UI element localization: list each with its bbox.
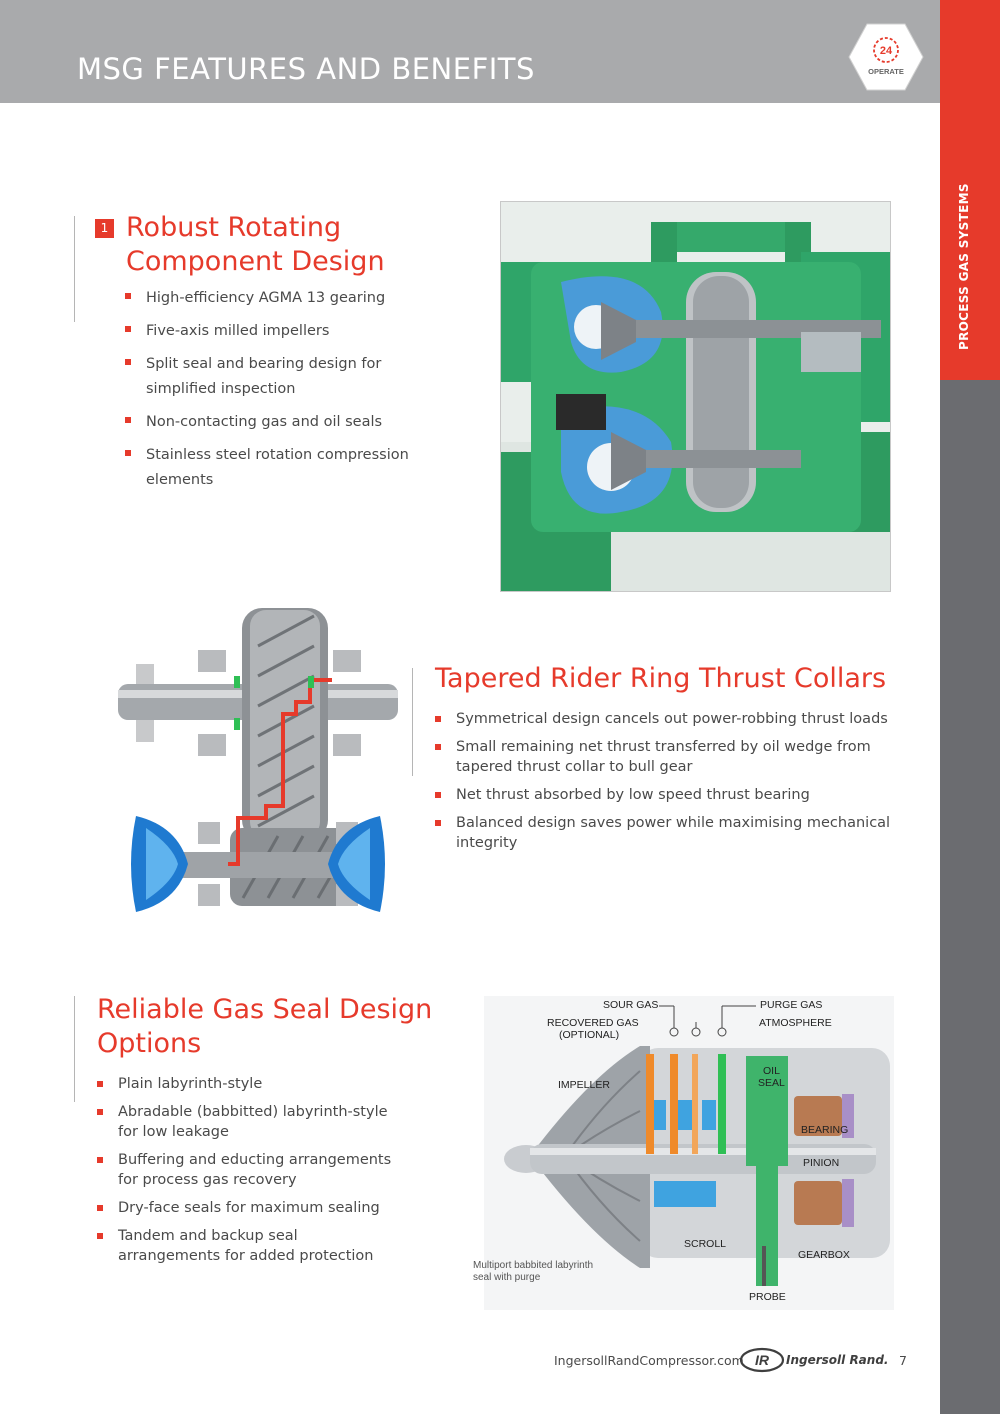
page-number: 7 [899,1353,907,1368]
section1-rule [74,216,75,322]
section3-heading-line1: Reliable Gas Seal Design [97,994,433,1025]
header-bar [0,0,940,103]
label-gearbox: GEARBOX [798,1249,850,1261]
compressor-cutaway-image [500,201,891,592]
section1-bullets [125,286,455,501]
diagram-caption [473,1260,593,1284]
label-optional: (OPTIONAL) [559,1029,620,1041]
label-scroll: SCROLL [684,1238,727,1250]
caption-line2: seal with purge [473,1272,541,1283]
section3-rule [74,996,75,1102]
operate-badge [848,22,924,92]
label-purge-gas: PURGE GAS [760,999,823,1011]
list-item: Five-axis milled impellers [125,319,455,344]
footer-url[interactable]: IngersollRandCompressor.com [554,1353,744,1368]
list-item: Net thrust absorbed by low speed thrust bearing [435,785,905,805]
thrust-collar-diagram [118,606,398,924]
list-item: Split seal and bearing design for simplified inspection [125,352,455,402]
label-bearing: BEARING [801,1124,849,1136]
logo-mark: IR [755,1352,769,1368]
list-item: Balanced design saves power while maximising mechanical integrity [435,813,905,853]
label-atmosphere: ATMOSPHERE [759,1017,832,1029]
list-item: Abradable (babbitted) labyrinth-style for low leakage [97,1102,397,1142]
list-item: Dry-face seals for maximum sealing [97,1198,397,1218]
section3-heading [97,993,432,1061]
list-item: Symmetrical design cancels out power-robbing thrust loads [435,709,905,729]
label-impeller: IMPELLER [558,1079,610,1091]
list-item: Small remaining net thrust transferred by oil wedge from tapered thrust collar to bull gear [435,737,905,777]
label-oil: OIL [763,1065,780,1077]
list-item: High-efficiency AGMA 13 gearing [125,286,455,311]
section1-heading-line1: Robust Rotating [126,212,342,243]
caption-line1: Multiport babbited labyrinth [473,1260,594,1271]
badge-number: 24 [879,45,893,57]
section2-bullets [435,709,905,861]
badge-label: OPERATE [868,67,904,76]
section3-bullets [97,1074,397,1274]
footer-brand: Ingersoll Rand. [786,1353,889,1367]
list-item: Stainless steel rotation compression elements [125,443,455,493]
label-recovered-gas: RECOVERED GAS [547,1017,639,1029]
label-pinion: PINION [803,1157,840,1169]
list-item: Buffering and educting arrangements for process gas recovery [97,1150,397,1190]
label-probe: PROBE [749,1291,786,1303]
section1-heading-line2: Component Design [126,246,385,277]
section3-heading-line2: Options [97,1028,202,1059]
list-item: Plain labyrinth-style [97,1074,397,1094]
section1-number: 1 [95,219,114,238]
list-item: Tandem and backup seal arrangements for added protection [97,1226,397,1266]
side-tab-label [952,326,976,350]
section1-heading [126,211,385,279]
section2-heading: Tapered Rider Ring Thrust Collars [435,663,887,694]
section2-rule [412,668,413,776]
label-sour-gas: SOUR GAS [603,999,659,1011]
label-seal: SEAL [758,1077,785,1089]
page-title: MSG FEATURES AND BENEFITS [77,52,535,86]
list-item: Non-contacting gas and oil seals [125,410,455,435]
